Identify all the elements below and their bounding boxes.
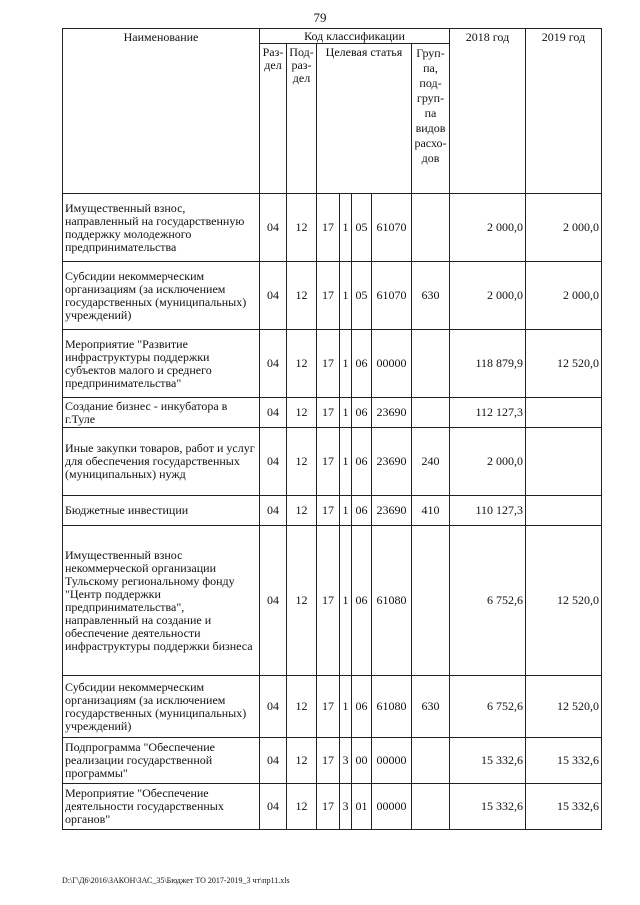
razdel-cell: 04	[260, 738, 287, 784]
table-row	[63, 398, 602, 428]
table-row	[63, 428, 602, 496]
razdel-cell: 04	[260, 262, 287, 330]
header-vid-rashodov: Груп- па, под- груп- па видов расхо- дов	[412, 44, 450, 194]
amount-2019-cell	[526, 428, 602, 496]
expense-type-cell: 240	[412, 428, 450, 496]
row-name: Имущественный взнос некоммерческой организации Тульскому региональному фонду "Центр поддержки предпринимательства", направленный на создание и обеспечение деятельности инфраструктуры поддержки бизнеса	[63, 526, 260, 676]
target-program-cell: 17	[317, 428, 340, 496]
target-program-cell: 17	[317, 398, 340, 428]
amount-2018-cell: 118 879,9	[450, 330, 526, 398]
razdel-cell: 04	[260, 428, 287, 496]
amount-2018-cell: 6 752,6	[450, 676, 526, 738]
amount-2019-cell: 12 520,0	[526, 676, 602, 738]
header-classification: Код классификации	[260, 29, 450, 44]
amount-2019-cell: 12 520,0	[526, 526, 602, 676]
target-direction-cell: 00000	[372, 784, 412, 830]
header-2018: 2018 год	[450, 29, 526, 194]
podrazdel-cell: 12	[287, 398, 317, 428]
target-program-cell: 17	[317, 526, 340, 676]
target-program-cell: 17	[317, 330, 340, 398]
amount-2018-cell: 2 000,0	[450, 262, 526, 330]
expense-type-cell: 630	[412, 262, 450, 330]
table-row	[63, 330, 602, 398]
row-name: Субсидии некоммерческим организациям (за исключением государственных (муниципальных) учреждений)	[63, 262, 260, 330]
table-row	[63, 262, 602, 330]
target-direction-cell: 61080	[372, 526, 412, 676]
amount-2019-cell: 2 000,0	[526, 194, 602, 262]
target-program-cell: 17	[317, 784, 340, 830]
table-row	[63, 194, 602, 262]
target-direction-cell: 61080	[372, 676, 412, 738]
target-subprogram-cell: 1	[340, 330, 352, 398]
target-event-cell: 06	[352, 428, 372, 496]
razdel-cell: 04	[260, 330, 287, 398]
row-name: Имущественный взнос, направленный на государственную поддержку молодежного предпринимательства	[63, 194, 260, 262]
expense-type-cell	[412, 526, 450, 676]
table-row	[63, 676, 602, 738]
target-event-cell: 01	[352, 784, 372, 830]
target-program-cell: 17	[317, 738, 340, 784]
target-event-cell: 06	[352, 676, 372, 738]
razdel-cell: 04	[260, 784, 287, 830]
table-row	[63, 526, 602, 676]
target-event-cell: 06	[352, 398, 372, 428]
amount-2018-cell: 15 332,6	[450, 738, 526, 784]
amount-2019-cell: 12 520,0	[526, 330, 602, 398]
podrazdel-cell: 12	[287, 262, 317, 330]
target-subprogram-cell: 1	[340, 526, 352, 676]
target-program-cell: 17	[317, 676, 340, 738]
podrazdel-cell: 12	[287, 526, 317, 676]
header-podrazdel: Под- раз- дел	[287, 44, 317, 194]
podrazdel-cell: 12	[287, 496, 317, 526]
podrazdel-cell: 12	[287, 194, 317, 262]
target-event-cell: 06	[352, 330, 372, 398]
target-subprogram-cell: 1	[340, 676, 352, 738]
expense-type-cell	[412, 398, 450, 428]
amount-2019-cell: 15 332,6	[526, 784, 602, 830]
target-direction-cell: 23690	[372, 428, 412, 496]
budget-table	[62, 28, 602, 830]
podrazdel-cell: 12	[287, 428, 317, 496]
podrazdel-cell: 12	[287, 784, 317, 830]
target-direction-cell: 00000	[372, 738, 412, 784]
header-name: Наименование	[63, 29, 260, 194]
row-name: Создание бизнес - инкубатора в г.Туле	[63, 398, 260, 428]
target-subprogram-cell: 1	[340, 262, 352, 330]
target-program-cell: 17	[317, 262, 340, 330]
target-direction-cell: 61070	[372, 262, 412, 330]
target-program-cell: 17	[317, 496, 340, 526]
row-name: Субсидии некоммерческим организациям (за исключением государственных (муниципальных) учреждений)	[63, 676, 260, 738]
razdel-cell: 04	[260, 526, 287, 676]
expense-type-cell: 410	[412, 496, 450, 526]
table-row	[63, 496, 602, 526]
razdel-cell: 04	[260, 676, 287, 738]
target-event-cell: 00	[352, 738, 372, 784]
header-2019: 2019 год	[526, 29, 602, 194]
table-row	[63, 738, 602, 784]
razdel-cell: 04	[260, 194, 287, 262]
expense-type-cell	[412, 330, 450, 398]
amount-2018-cell: 2 000,0	[450, 194, 526, 262]
target-event-cell: 06	[352, 526, 372, 676]
amount-2018-cell: 112 127,3	[450, 398, 526, 428]
target-subprogram-cell: 1	[340, 398, 352, 428]
table-row	[63, 784, 602, 830]
row-name: Бюджетные инвестиции	[63, 496, 260, 526]
target-subprogram-cell: 1	[340, 428, 352, 496]
target-event-cell: 06	[352, 496, 372, 526]
header-razdel: Раз- дел	[260, 44, 287, 194]
target-direction-cell: 00000	[372, 330, 412, 398]
amount-2019-cell: 15 332,6	[526, 738, 602, 784]
target-subprogram-cell: 1	[340, 496, 352, 526]
row-name: Мероприятие "Развитие инфраструктуры поддержки субъектов малого и среднего предпринимательства"	[63, 330, 260, 398]
expense-type-cell: 630	[412, 676, 450, 738]
target-direction-cell: 61070	[372, 194, 412, 262]
amount-2018-cell: 110 127,3	[450, 496, 526, 526]
amount-2018-cell: 2 000,0	[450, 428, 526, 496]
target-program-cell: 17	[317, 194, 340, 262]
target-direction-cell: 23690	[372, 398, 412, 428]
footer-path: D:\Г\Д6\2016\ЗАКОН\ЗАС_35\Бюджет ТО 2017-2019_3 чт\пр11.xls	[62, 876, 290, 885]
amount-2018-cell: 15 332,6	[450, 784, 526, 830]
expense-type-cell	[412, 194, 450, 262]
row-name: Иные закупки товаров, работ и услуг для обеспечения государственных (муниципальных) нужд	[63, 428, 260, 496]
target-direction-cell: 23690	[372, 496, 412, 526]
podrazdel-cell: 12	[287, 738, 317, 784]
target-subprogram-cell: 1	[340, 194, 352, 262]
expense-type-cell	[412, 738, 450, 784]
target-event-cell: 05	[352, 194, 372, 262]
row-name: Мероприятие "Обеспечение деятельности государственных органов"	[63, 784, 260, 830]
target-subprogram-cell: 3	[340, 738, 352, 784]
amount-2018-cell: 6 752,6	[450, 526, 526, 676]
amount-2019-cell: 2 000,0	[526, 262, 602, 330]
expense-type-cell	[412, 784, 450, 830]
amount-2019-cell	[526, 496, 602, 526]
target-event-cell: 05	[352, 262, 372, 330]
razdel-cell: 04	[260, 398, 287, 428]
razdel-cell: 04	[260, 496, 287, 526]
amount-2019-cell	[526, 398, 602, 428]
row-name: Подпрограмма "Обеспечение реализации государственной программы"	[63, 738, 260, 784]
podrazdel-cell: 12	[287, 676, 317, 738]
page-number: 79	[313, 10, 327, 25]
header-celevaya-statya: Целевая статья	[317, 44, 412, 194]
podrazdel-cell: 12	[287, 330, 317, 398]
target-subprogram-cell: 3	[340, 784, 352, 830]
